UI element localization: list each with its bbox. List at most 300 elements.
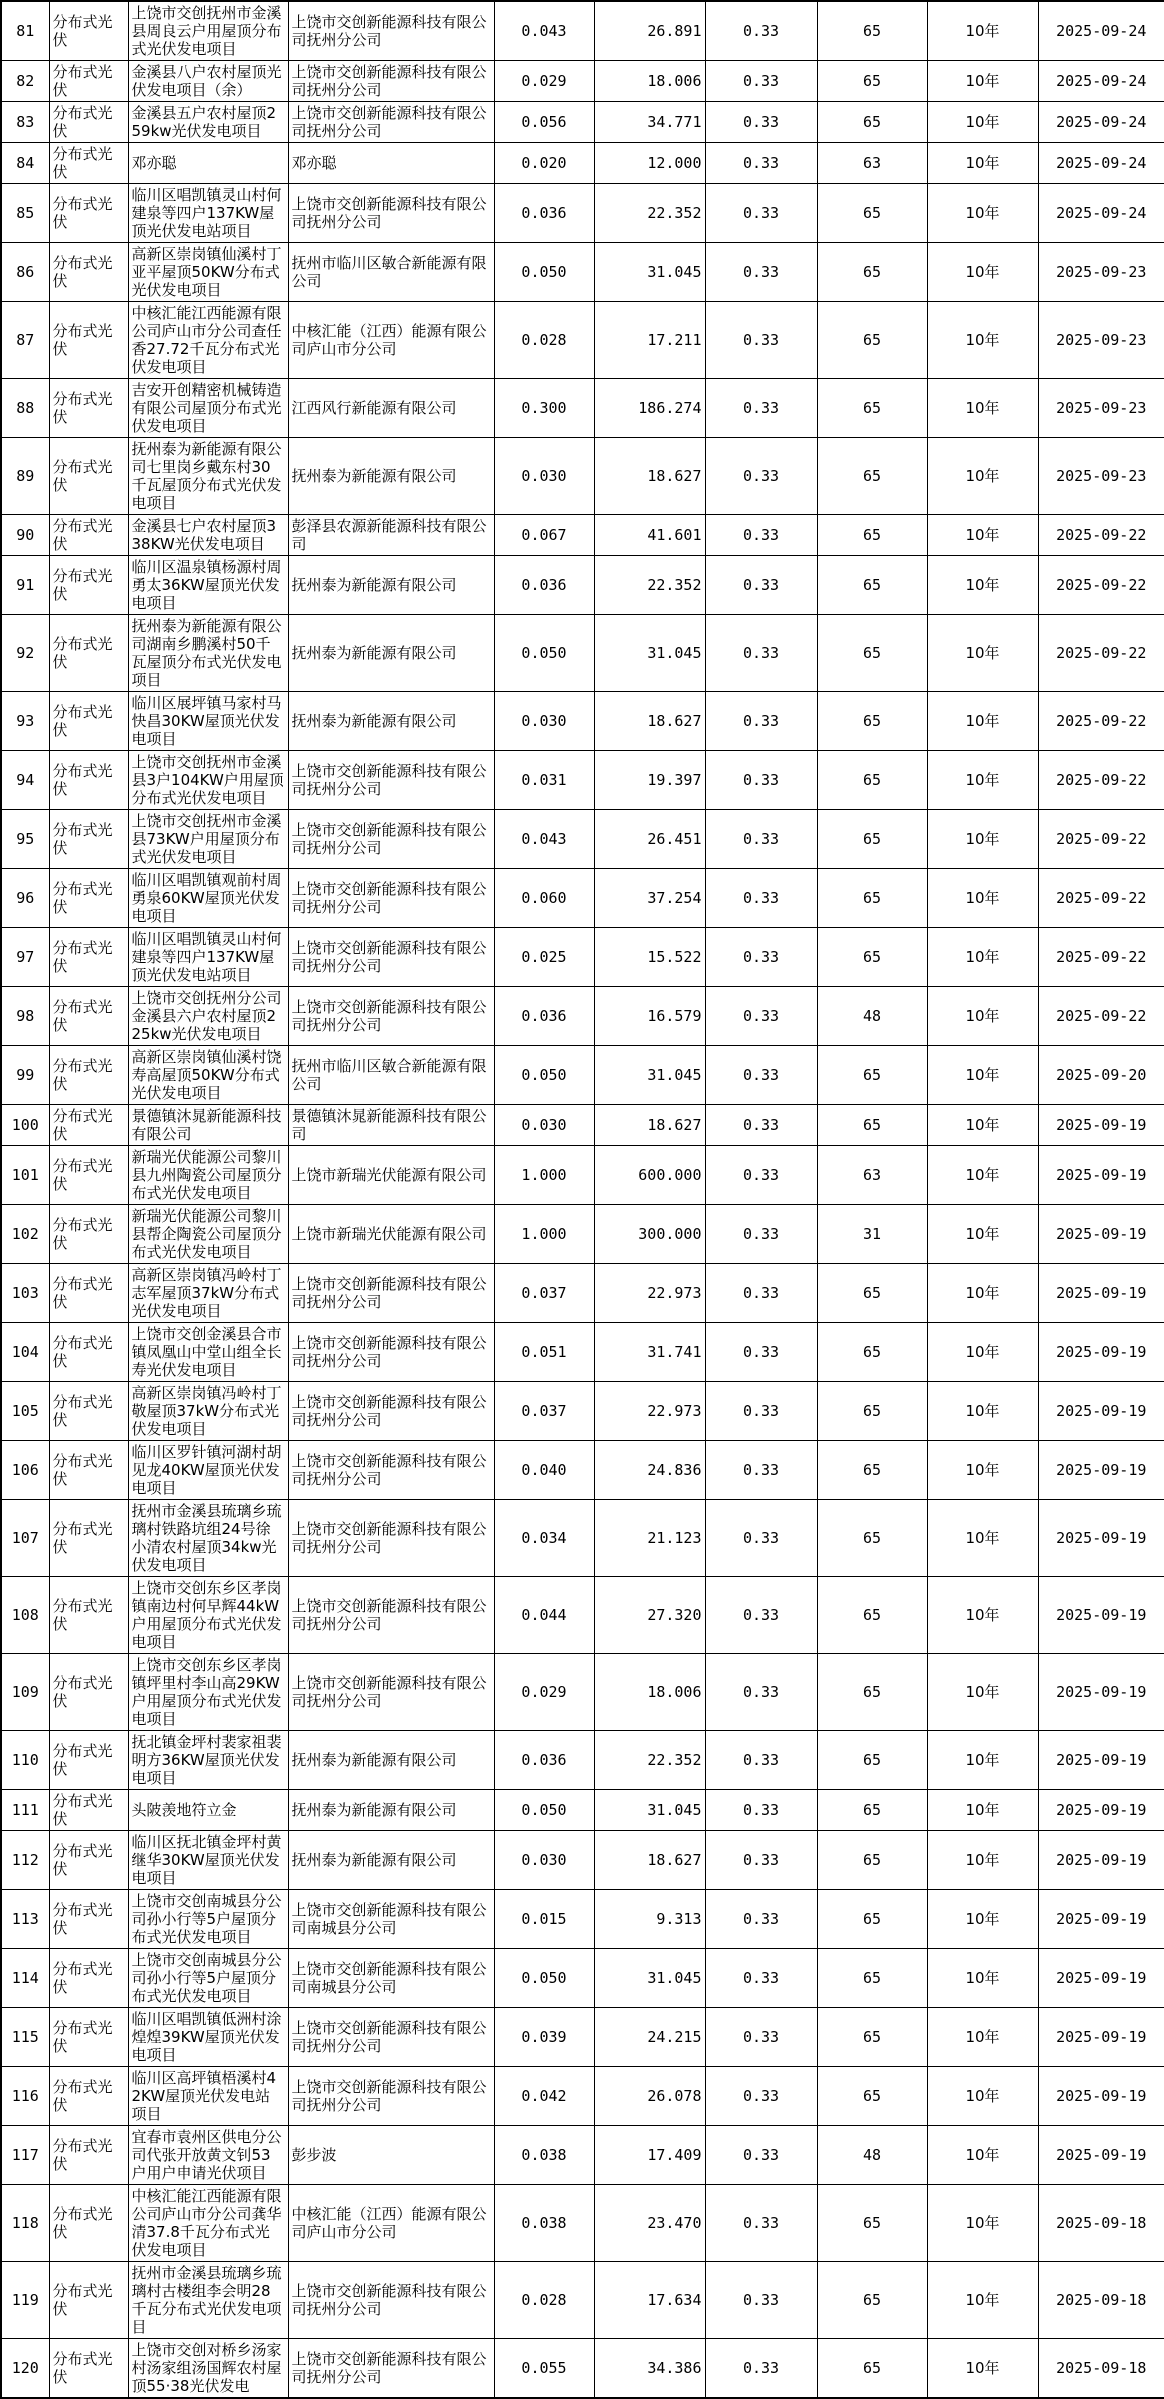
cell-date-value: 2025-09-24	[1038, 61, 1164, 102]
cell-company-name: 抚州泰为新能源有限公司	[288, 1731, 494, 1790]
cell-company-name: 抚州泰为新能源有限公司	[288, 692, 494, 751]
cell-ratio-value: 0.33	[705, 1146, 817, 1205]
cell-capacity-value: 0.050	[494, 615, 594, 692]
table-row	[1, 1654, 1164, 1731]
cell-row-number: 111	[1, 1790, 49, 1831]
cell-count-value: 65	[817, 751, 927, 810]
cell-ratio-value: 0.33	[705, 1323, 817, 1382]
cell-row-number: 103	[1, 1264, 49, 1323]
table-body	[1, 1, 1164, 2398]
cell-ratio-value: 0.33	[705, 1890, 817, 1949]
cell-term-value: 10年	[927, 1, 1038, 61]
table-row	[1, 438, 1164, 515]
cell-energy-value: 34.771	[594, 102, 705, 143]
table-row	[1, 143, 1164, 184]
cell-ratio-value: 0.33	[705, 615, 817, 692]
cell-ratio-value: 0.33	[705, 1441, 817, 1500]
table-row	[1, 2008, 1164, 2067]
cell-date-value: 2025-09-23	[1038, 438, 1164, 515]
cell-energy-value: 41.601	[594, 515, 705, 556]
cell-ratio-value: 0.33	[705, 1577, 817, 1654]
cell-count-value: 65	[817, 1790, 927, 1831]
cell-row-number: 81	[1, 1, 49, 61]
cell-company-name: 上饶市交创新能源科技有限公司抚州分公司	[288, 1323, 494, 1382]
cell-project-type: 分布式光伏	[49, 438, 128, 515]
table-row	[1, 2262, 1164, 2339]
cell-row-number: 95	[1, 810, 49, 869]
cell-project-type: 分布式光伏	[49, 2126, 128, 2185]
cell-ratio-value: 0.33	[705, 2339, 817, 2399]
cell-term-value: 10年	[927, 515, 1038, 556]
cell-row-number: 97	[1, 928, 49, 987]
cell-energy-value: 18.627	[594, 438, 705, 515]
cell-project-type: 分布式光伏	[49, 1323, 128, 1382]
cell-company-name: 上饶市交创新能源科技有限公司抚州分公司	[288, 1500, 494, 1577]
cell-row-number: 88	[1, 379, 49, 438]
cell-date-value: 2025-09-19	[1038, 2008, 1164, 2067]
table-row	[1, 1046, 1164, 1105]
cell-project-name: 临川区展坪镇马家村马快昌30KW屋顶光伏发电项目	[128, 692, 288, 751]
cell-row-number: 108	[1, 1577, 49, 1654]
cell-project-type: 分布式光伏	[49, 1146, 128, 1205]
table-row	[1, 2067, 1164, 2126]
cell-term-value: 10年	[927, 1790, 1038, 1831]
table-row	[1, 1205, 1164, 1264]
cell-company-name: 上饶市交创新能源科技有限公司抚州分公司	[288, 102, 494, 143]
cell-row-number: 92	[1, 615, 49, 692]
cell-project-type: 分布式光伏	[49, 1731, 128, 1790]
cell-capacity-value: 0.050	[494, 1046, 594, 1105]
cell-project-name: 临川区唱凯镇观前村周勇泉60KW屋顶光伏发电项目	[128, 869, 288, 928]
cell-date-value: 2025-09-19	[1038, 1146, 1164, 1205]
cell-term-value: 10年	[927, 1831, 1038, 1890]
cell-project-type: 分布式光伏	[49, 1654, 128, 1731]
cell-project-name: 抚州泰为新能源有限公司湖南乡鹏溪村50千瓦屋顶分布式光伏发电项目	[128, 615, 288, 692]
cell-ratio-value: 0.33	[705, 1046, 817, 1105]
cell-ratio-value: 0.33	[705, 2126, 817, 2185]
cell-company-name: 抚州泰为新能源有限公司	[288, 1831, 494, 1890]
table-row	[1, 515, 1164, 556]
cell-row-number: 82	[1, 61, 49, 102]
cell-company-name: 上饶市交创新能源科技有限公司抚州分公司	[288, 1264, 494, 1323]
cell-count-value: 65	[817, 1, 927, 61]
cell-date-value: 2025-09-19	[1038, 1441, 1164, 1500]
cell-energy-value: 186.274	[594, 379, 705, 438]
cell-date-value: 2025-09-23	[1038, 379, 1164, 438]
table-row	[1, 1831, 1164, 1890]
cell-energy-value: 17.634	[594, 2262, 705, 2339]
cell-term-value: 10年	[927, 61, 1038, 102]
cell-energy-value: 18.006	[594, 1654, 705, 1731]
cell-project-name: 临川区温泉镇杨源村周勇太36KW屋顶光伏发电项目	[128, 556, 288, 615]
cell-project-type: 分布式光伏	[49, 869, 128, 928]
cell-term-value: 10年	[927, 302, 1038, 379]
cell-ratio-value: 0.33	[705, 1831, 817, 1890]
cell-project-type: 分布式光伏	[49, 810, 128, 869]
cell-company-name: 中核汇能（江西）能源有限公司庐山市分公司	[288, 302, 494, 379]
cell-project-type: 分布式光伏	[49, 1790, 128, 1831]
cell-row-number: 116	[1, 2067, 49, 2126]
cell-energy-value: 37.254	[594, 869, 705, 928]
cell-count-value: 65	[817, 2185, 927, 2262]
cell-term-value: 10年	[927, 2067, 1038, 2126]
cell-ratio-value: 0.33	[705, 869, 817, 928]
cell-energy-value: 24.836	[594, 1441, 705, 1500]
cell-count-value: 65	[817, 2262, 927, 2339]
cell-term-value: 10年	[927, 243, 1038, 302]
cell-energy-value: 31.045	[594, 243, 705, 302]
cell-company-name: 抚州市临川区敏合新能源有限公司	[288, 1046, 494, 1105]
cell-count-value: 65	[817, 2339, 927, 2399]
cell-date-value: 2025-09-24	[1038, 184, 1164, 243]
cell-ratio-value: 0.33	[705, 1, 817, 61]
cell-capacity-value: 0.030	[494, 1105, 594, 1146]
cell-project-name: 高新区崇岗镇冯岭村丁志军屋顶37kW分布式光伏发电项目	[128, 1264, 288, 1323]
cell-date-value: 2025-09-24	[1038, 1, 1164, 61]
cell-date-value: 2025-09-19	[1038, 1731, 1164, 1790]
cell-ratio-value: 0.33	[705, 515, 817, 556]
cell-energy-value: 31.045	[594, 1790, 705, 1831]
cell-ratio-value: 0.33	[705, 243, 817, 302]
table-row	[1, 2339, 1164, 2399]
cell-capacity-value: 0.034	[494, 1500, 594, 1577]
cell-ratio-value: 0.33	[705, 1731, 817, 1790]
cell-ratio-value: 0.33	[705, 102, 817, 143]
cell-date-value: 2025-09-18	[1038, 2262, 1164, 2339]
cell-project-type: 分布式光伏	[49, 1890, 128, 1949]
cell-row-number: 90	[1, 515, 49, 556]
cell-row-number: 99	[1, 1046, 49, 1105]
cell-company-name: 中核汇能（江西）能源有限公司庐山市分公司	[288, 2185, 494, 2262]
cell-row-number: 102	[1, 1205, 49, 1264]
cell-project-name: 上饶市交创南城县分公司孙小行等5户屋顶分布式光伏发电项目	[128, 1890, 288, 1949]
cell-count-value: 65	[817, 2067, 927, 2126]
cell-row-number: 85	[1, 184, 49, 243]
cell-company-name: 上饶市交创新能源科技有限公司抚州分公司	[288, 751, 494, 810]
cell-energy-value: 31.045	[594, 1949, 705, 2008]
cell-energy-value: 24.215	[594, 2008, 705, 2067]
cell-count-value: 65	[817, 1441, 927, 1500]
cell-row-number: 113	[1, 1890, 49, 1949]
cell-date-value: 2025-09-19	[1038, 1264, 1164, 1323]
cell-project-type: 分布式光伏	[49, 1105, 128, 1146]
cell-term-value: 10年	[927, 1323, 1038, 1382]
cell-energy-value: 18.627	[594, 1105, 705, 1146]
cell-energy-value: 31.045	[594, 1046, 705, 1105]
cell-project-name: 新瑞光伏能源公司黎川县帮企陶瓷公司屋顶分布式光伏发电项目	[128, 1205, 288, 1264]
cell-term-value: 10年	[927, 869, 1038, 928]
cell-ratio-value: 0.33	[705, 184, 817, 243]
cell-energy-value: 31.045	[594, 615, 705, 692]
cell-term-value: 10年	[927, 1949, 1038, 2008]
cell-energy-value: 600.000	[594, 1146, 705, 1205]
cell-date-value: 2025-09-19	[1038, 1577, 1164, 1654]
cell-count-value: 65	[817, 810, 927, 869]
cell-term-value: 10年	[927, 438, 1038, 515]
cell-project-name: 金溪县八户农村屋顶光伏发电项目（余）	[128, 61, 288, 102]
cell-energy-value: 26.891	[594, 1, 705, 61]
cell-date-value: 2025-09-19	[1038, 1500, 1164, 1577]
cell-project-type: 分布式光伏	[49, 1, 128, 61]
cell-ratio-value: 0.33	[705, 1264, 817, 1323]
cell-count-value: 65	[817, 869, 927, 928]
cell-row-number: 89	[1, 438, 49, 515]
cell-project-name: 临川区唱凯镇灵山村何建泉等四户137KW屋顶光伏发电站项目	[128, 928, 288, 987]
cell-row-number: 109	[1, 1654, 49, 1731]
cell-capacity-value: 0.300	[494, 379, 594, 438]
cell-count-value: 65	[817, 1382, 927, 1441]
cell-date-value: 2025-09-19	[1038, 1831, 1164, 1890]
cell-capacity-value: 0.043	[494, 1, 594, 61]
cell-project-name: 抚州市金溪县琉璃乡琉璃村古楼组李会明28千瓦分布式光伏发电项目	[128, 2262, 288, 2339]
cell-energy-value: 22.352	[594, 184, 705, 243]
cell-term-value: 10年	[927, 2126, 1038, 2185]
cell-project-type: 分布式光伏	[49, 2262, 128, 2339]
table-row	[1, 184, 1164, 243]
cell-term-value: 10年	[927, 1577, 1038, 1654]
cell-company-name: 上饶市新瑞光伏能源有限公司	[288, 1146, 494, 1205]
cell-company-name: 上饶市交创新能源科技有限公司南城县分公司	[288, 1949, 494, 2008]
cell-energy-value: 18.627	[594, 692, 705, 751]
cell-energy-value: 22.352	[594, 1731, 705, 1790]
cell-count-value: 65	[817, 1577, 927, 1654]
cell-project-type: 分布式光伏	[49, 928, 128, 987]
cell-term-value: 10年	[927, 143, 1038, 184]
cell-project-type: 分布式光伏	[49, 143, 128, 184]
cell-date-value: 2025-09-24	[1038, 102, 1164, 143]
cell-capacity-value: 0.020	[494, 143, 594, 184]
cell-date-value: 2025-09-22	[1038, 810, 1164, 869]
cell-count-value: 65	[817, 243, 927, 302]
cell-row-number: 93	[1, 692, 49, 751]
cell-date-value: 2025-09-18	[1038, 2185, 1164, 2262]
cell-term-value: 10年	[927, 1441, 1038, 1500]
cell-energy-value: 26.078	[594, 2067, 705, 2126]
table-row	[1, 102, 1164, 143]
cell-count-value: 65	[817, 379, 927, 438]
cell-ratio-value: 0.33	[705, 1105, 817, 1146]
cell-row-number: 105	[1, 1382, 49, 1441]
cell-ratio-value: 0.33	[705, 2008, 817, 2067]
cell-energy-value: 22.973	[594, 1382, 705, 1441]
cell-project-name: 临川区唱凯镇低洲村涂煌煌39KW屋顶光伏发电项目	[128, 2008, 288, 2067]
cell-capacity-value: 0.030	[494, 1831, 594, 1890]
cell-company-name: 上饶市交创新能源科技有限公司抚州分公司	[288, 184, 494, 243]
cell-ratio-value: 0.33	[705, 2185, 817, 2262]
cell-term-value: 10年	[927, 1264, 1038, 1323]
cell-project-name: 上饶市交创抚州分公司金溪县六户农村屋顶225kw光伏发电项目	[128, 987, 288, 1046]
cell-project-type: 分布式光伏	[49, 2339, 128, 2399]
cell-company-name: 抚州泰为新能源有限公司	[288, 556, 494, 615]
table-row	[1, 379, 1164, 438]
cell-company-name: 上饶市交创新能源科技有限公司抚州分公司	[288, 987, 494, 1046]
cell-ratio-value: 0.33	[705, 438, 817, 515]
cell-term-value: 10年	[927, 2339, 1038, 2399]
cell-project-type: 分布式光伏	[49, 987, 128, 1046]
cell-project-type: 分布式光伏	[49, 1264, 128, 1323]
cell-capacity-value: 0.036	[494, 987, 594, 1046]
cell-project-name: 临川区罗针镇河湖村胡见龙40KW屋顶光伏发电项目	[128, 1441, 288, 1500]
cell-capacity-value: 0.056	[494, 102, 594, 143]
cell-capacity-value: 0.039	[494, 2008, 594, 2067]
cell-capacity-value: 0.050	[494, 243, 594, 302]
cell-project-type: 分布式光伏	[49, 1205, 128, 1264]
cell-company-name: 上饶市新瑞光伏能源有限公司	[288, 1205, 494, 1264]
cell-term-value: 10年	[927, 1105, 1038, 1146]
cell-capacity-value: 0.067	[494, 515, 594, 556]
cell-capacity-value: 0.028	[494, 2262, 594, 2339]
cell-energy-value: 22.352	[594, 556, 705, 615]
cell-project-name: 中核汇能江西能源有限公司庐山市分公司龚华清37.8千瓦分布式光伏发电项目	[128, 2185, 288, 2262]
cell-energy-value: 9.313	[594, 1890, 705, 1949]
cell-project-type: 分布式光伏	[49, 102, 128, 143]
cell-date-value: 2025-09-18	[1038, 2339, 1164, 2399]
cell-count-value: 65	[817, 1890, 927, 1949]
cell-row-number: 119	[1, 2262, 49, 2339]
cell-capacity-value: 0.038	[494, 2185, 594, 2262]
cell-date-value: 2025-09-23	[1038, 243, 1164, 302]
cell-capacity-value: 0.051	[494, 1323, 594, 1382]
cell-capacity-value: 0.037	[494, 1264, 594, 1323]
cell-date-value: 2025-09-19	[1038, 2067, 1164, 2126]
cell-project-name: 抚州市金溪县琉璃乡琉璃村铁路坑组24号徐小清农村屋顶34kw光伏发电项目	[128, 1500, 288, 1577]
cell-project-type: 分布式光伏	[49, 2067, 128, 2126]
cell-company-name: 上饶市交创新能源科技有限公司抚州分公司	[288, 1, 494, 61]
cell-company-name: 上饶市交创新能源科技有限公司抚州分公司	[288, 810, 494, 869]
cell-company-name: 抚州市临川区敏合新能源有限公司	[288, 243, 494, 302]
cell-energy-value: 17.211	[594, 302, 705, 379]
table-row	[1, 556, 1164, 615]
cell-energy-value: 16.579	[594, 987, 705, 1046]
cell-project-type: 分布式光伏	[49, 302, 128, 379]
cell-ratio-value: 0.33	[705, 1205, 817, 1264]
cell-count-value: 65	[817, 556, 927, 615]
cell-date-value: 2025-09-20	[1038, 1046, 1164, 1105]
cell-ratio-value: 0.33	[705, 1790, 817, 1831]
cell-count-value: 65	[817, 1046, 927, 1105]
cell-energy-value: 18.006	[594, 61, 705, 102]
cell-row-number: 100	[1, 1105, 49, 1146]
cell-count-value: 65	[817, 515, 927, 556]
table-row	[1, 1949, 1164, 2008]
cell-company-name: 上饶市交创新能源科技有限公司抚州分公司	[288, 2339, 494, 2399]
cell-count-value: 65	[817, 2008, 927, 2067]
cell-row-number: 120	[1, 2339, 49, 2399]
cell-energy-value: 15.522	[594, 928, 705, 987]
cell-ratio-value: 0.33	[705, 556, 817, 615]
cell-capacity-value: 0.031	[494, 751, 594, 810]
table-row	[1, 1731, 1164, 1790]
cell-date-value: 2025-09-19	[1038, 1323, 1164, 1382]
cell-energy-value: 31.741	[594, 1323, 705, 1382]
cell-row-number: 84	[1, 143, 49, 184]
cell-company-name: 上饶市交创新能源科技有限公司抚州分公司	[288, 2262, 494, 2339]
cell-date-value: 2025-09-24	[1038, 143, 1164, 184]
cell-company-name: 彭泽县农源新能源科技有限公司	[288, 515, 494, 556]
cell-project-name: 邓亦聪	[128, 143, 288, 184]
table-row	[1, 810, 1164, 869]
cell-term-value: 10年	[927, 1731, 1038, 1790]
cell-count-value: 65	[817, 1731, 927, 1790]
table-row	[1, 1, 1164, 61]
cell-capacity-value: 0.055	[494, 2339, 594, 2399]
cell-row-number: 98	[1, 987, 49, 1046]
cell-project-name: 抚北镇金坪村裴家祖裴明方36KW屋顶光伏发电项目	[128, 1731, 288, 1790]
cell-company-name: 抚州泰为新能源有限公司	[288, 1790, 494, 1831]
table-row	[1, 243, 1164, 302]
cell-company-name: 上饶市交创新能源科技有限公司抚州分公司	[288, 61, 494, 102]
table-row	[1, 869, 1164, 928]
cell-project-name: 抚州泰为新能源有限公司七里岗乡戴东村30千瓦屋顶分布式光伏发电项目	[128, 438, 288, 515]
cell-project-type: 分布式光伏	[49, 2185, 128, 2262]
cell-row-number: 115	[1, 2008, 49, 2067]
cell-company-name: 上饶市交创新能源科技有限公司抚州分公司	[288, 1577, 494, 1654]
cell-term-value: 10年	[927, 1500, 1038, 1577]
cell-project-name: 上饶市交创抚州市金溪县73KW户用屋顶分布式光伏发电项目	[128, 810, 288, 869]
table-row	[1, 1323, 1164, 1382]
cell-project-type: 分布式光伏	[49, 1500, 128, 1577]
cell-project-name: 高新区崇岗镇仙溪村丁亚平屋顶50KW分布式光伏发电项目	[128, 243, 288, 302]
cell-date-value: 2025-09-19	[1038, 1205, 1164, 1264]
cell-energy-value: 21.123	[594, 1500, 705, 1577]
cell-ratio-value: 0.33	[705, 143, 817, 184]
table-row	[1, 1890, 1164, 1949]
cell-date-value: 2025-09-19	[1038, 1890, 1164, 1949]
cell-capacity-value: 0.050	[494, 1790, 594, 1831]
cell-project-name: 高新区崇岗镇冯岭村丁敬屋顶37kW分布式光伏发电项目	[128, 1382, 288, 1441]
cell-count-value: 65	[817, 184, 927, 243]
table-row	[1, 692, 1164, 751]
cell-count-value: 65	[817, 1264, 927, 1323]
cell-count-value: 65	[817, 692, 927, 751]
cell-count-value: 65	[817, 1949, 927, 2008]
cell-project-type: 分布式光伏	[49, 243, 128, 302]
cell-ratio-value: 0.33	[705, 2067, 817, 2126]
cell-row-number: 87	[1, 302, 49, 379]
cell-capacity-value: 0.025	[494, 928, 594, 987]
table-row	[1, 1146, 1164, 1205]
cell-row-number: 114	[1, 1949, 49, 2008]
table-row	[1, 928, 1164, 987]
cell-project-name: 上饶市交创东乡区孝岗镇坪里村李山高29KW户用屋顶分布式光伏发电项目	[128, 1654, 288, 1731]
cell-count-value: 65	[817, 1105, 927, 1146]
cell-capacity-value: 0.015	[494, 1890, 594, 1949]
cell-project-name: 上饶市交创抚州市金溪县周良云户用屋顶分布式光伏发电项目	[128, 1, 288, 61]
cell-term-value: 10年	[927, 928, 1038, 987]
cell-project-type: 分布式光伏	[49, 1949, 128, 2008]
cell-date-value: 2025-09-19	[1038, 1790, 1164, 1831]
cell-count-value: 65	[817, 615, 927, 692]
cell-ratio-value: 0.33	[705, 692, 817, 751]
cell-ratio-value: 0.33	[705, 61, 817, 102]
cell-project-name: 金溪县五户农村屋顶259kw光伏发电项目	[128, 102, 288, 143]
cell-capacity-value: 0.044	[494, 1577, 594, 1654]
cell-project-name: 临川区高坪镇梧溪村42KW屋顶光伏发电站项目	[128, 2067, 288, 2126]
cell-row-number: 106	[1, 1441, 49, 1500]
cell-company-name: 江西风行新能源有限公司	[288, 379, 494, 438]
table-row	[1, 1264, 1164, 1323]
cell-ratio-value: 0.33	[705, 2262, 817, 2339]
cell-row-number: 110	[1, 1731, 49, 1790]
cell-project-type: 分布式光伏	[49, 1831, 128, 1890]
cell-energy-value: 300.000	[594, 1205, 705, 1264]
cell-project-type: 分布式光伏	[49, 1577, 128, 1654]
cell-project-name: 头陂羡地符立金	[128, 1790, 288, 1831]
cell-term-value: 10年	[927, 810, 1038, 869]
cell-project-name: 上饶市交创东乡区孝岗镇南边村何早辉44kW户用屋顶分布式光伏发电项目	[128, 1577, 288, 1654]
cell-energy-value: 27.320	[594, 1577, 705, 1654]
cell-company-name: 上饶市交创新能源科技有限公司抚州分公司	[288, 1441, 494, 1500]
